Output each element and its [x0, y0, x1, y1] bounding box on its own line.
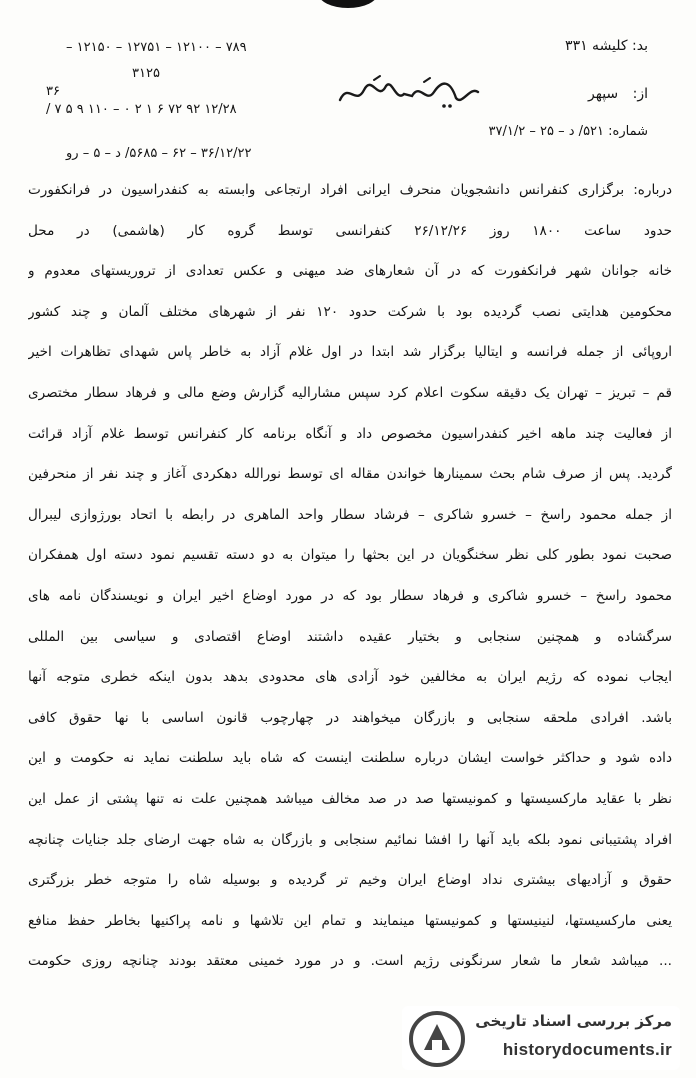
body-line: سرگشاده و همچنین سنجابی و بختیار عقیده داشتند اوضاع اقتصادی و سیاسی بین المللی	[28, 628, 672, 645]
watermark-english-text: historydocuments.ir	[502, 1040, 672, 1059]
punch-hole	[318, 0, 378, 8]
body-line: صحبت نمود بطور کلی نظر سخنگویان در این بحثها را میتوان به دو دسته تقسیم نمود دسته اول همفکران	[28, 547, 672, 564]
body-line: درباره: برگزاری کنفرانس دانشجویان منحرف ایرانی افراد ارتجاعی وابسته به کنفدراسیون در فرانکفورت	[28, 182, 672, 198]
number-line: شماره: ۵۲۱/ د – ۲۵ – ۳۷/۱/۲	[488, 124, 648, 139]
left-ref-3b: ۱۲/۲۸ ۹۲ ۷۲ ۶ ۱ ۲ ۰ – ۱۱۰ ۹ ۵ ۷ /	[46, 102, 237, 117]
body-line: حدود ساعت ۱۸۰۰ روز ۲۶/۱۲/۲۶ کنفرانسی توسط گروه کار (هاشمی) در محل	[28, 222, 672, 239]
body-line: خانه جوانان شهر فرانکفورت که در آن شعارهای ضد میهنی و عکس تعدادی از تروریستهای معدوم و	[28, 263, 672, 280]
from-value: سپهر	[588, 86, 619, 102]
from-label: از:	[632, 86, 648, 102]
body-line: از جمله محمود راسخ – خسرو شاکری – فرشاد سطار واحد الماهری در رابطه با اتحاد بورژوازی لیبرال	[28, 506, 672, 523]
body-line: محمود راسخ – خسرو شاکری و فرهاد سطار بود که در مورد اوضاع اخیر ایران و نویسندگان نامه های	[28, 587, 672, 604]
body-line: محکومین هدایتی نصب گردیده بود با شرکت حدود ۱۲۰ نفر از شهرهای مختلف آلمان و چند کشور	[28, 303, 672, 320]
file-number: بد: کلیشه ۳۳۱	[565, 38, 648, 54]
watermark	[402, 1006, 680, 1070]
left-ref-2: ۳۱۲۵	[132, 66, 160, 81]
left-ref-3a: ۳۶	[46, 84, 60, 99]
body-line: اروپائی از جمله فرانسه و ایتالیا برگزار شد ابتدا در اول غلام آزاد به خاطر پاس شهدای تظاهرات اخیر	[28, 344, 672, 361]
body-line: یعنی مارکسیستها، لنینیستها و کمونیستها مینمایند و تمام این تلاشها و نامه پراکنیها بخاطر حفظ منافع	[28, 912, 672, 929]
document-body	[28, 170, 672, 982]
watermark-persian-text: مرکز بررسی اسناد تاریخی	[475, 1012, 672, 1030]
body-line: داده شود و حداکثر خواست ایشان درباره سلطنت اینست که شاه باید سلطنت نماید نه حکومت و این	[28, 750, 672, 767]
body-line: نظر با عقاید مارکسیستها و کمونیستها صد در صد مخالف میباشد همچنین علت نه تنها پشتی از عمل این	[28, 790, 672, 807]
body-line: ایجاب نموده که رژیم ایران به مخالفین خود آزادی های محدودی بدهد بدون اینکه خطری متوجه آنها	[28, 669, 672, 686]
handwritten-signature	[334, 72, 484, 112]
body-line: گردید. پس از صرف شام بحث سمینارها خواندن مقاله ای توسط نورالله دهکردی آغاز و چند نفر از منحرفین	[28, 466, 672, 483]
left-ref-4: ۳۶/۱۲/۲۲ – ۶۲ – ۵۶۸۵/ د – ۵ – رو	[66, 146, 252, 161]
body-line: افراد پشتیبانی نمود بلکه باید آنها را افشا نمائیم سنجابی و بازرگان به شاه جهت ارضای جلد جنایات چنانچه	[28, 831, 672, 848]
left-ref-1: ۷۸۹ – ۱۲۱۰۰ – ۱۲۷۵۱ – ۱۲۱۵۰ –	[66, 40, 247, 55]
body-line: از فعالیت چند ماهه اخیر کنفدراسیون مخصوص داد و آنگاه برنامه کار کنفرانس توسط غلام آزاد قرائت	[28, 425, 672, 442]
body-line: قم – تبریز – تهران یک دقیقه سکوت اعلام کرد سپس مشارالیه گزارش وضع مالی و فرهاد سطار مختصری	[28, 384, 672, 401]
archive-logo-icon	[408, 1010, 466, 1068]
body-line: ... میباشد شعار ما شعار سرنگونی رژیم است. و در مورد خمینی معتقد بودند چنانچه روزی حکومت	[28, 953, 672, 970]
body-line: باشد. افرادی ملحقه سنجابی و بازرگان میخواهند در چهارچوب قانون اساسی با نها حقوق کافی	[28, 709, 672, 726]
from-line	[588, 86, 648, 102]
body-line: حقوق و آزادیهای بیشتری نداد اوضاع ایران وخیم تر گردیده و بوسیله شاه را متوجه خطر بزرگتری	[28, 872, 672, 889]
